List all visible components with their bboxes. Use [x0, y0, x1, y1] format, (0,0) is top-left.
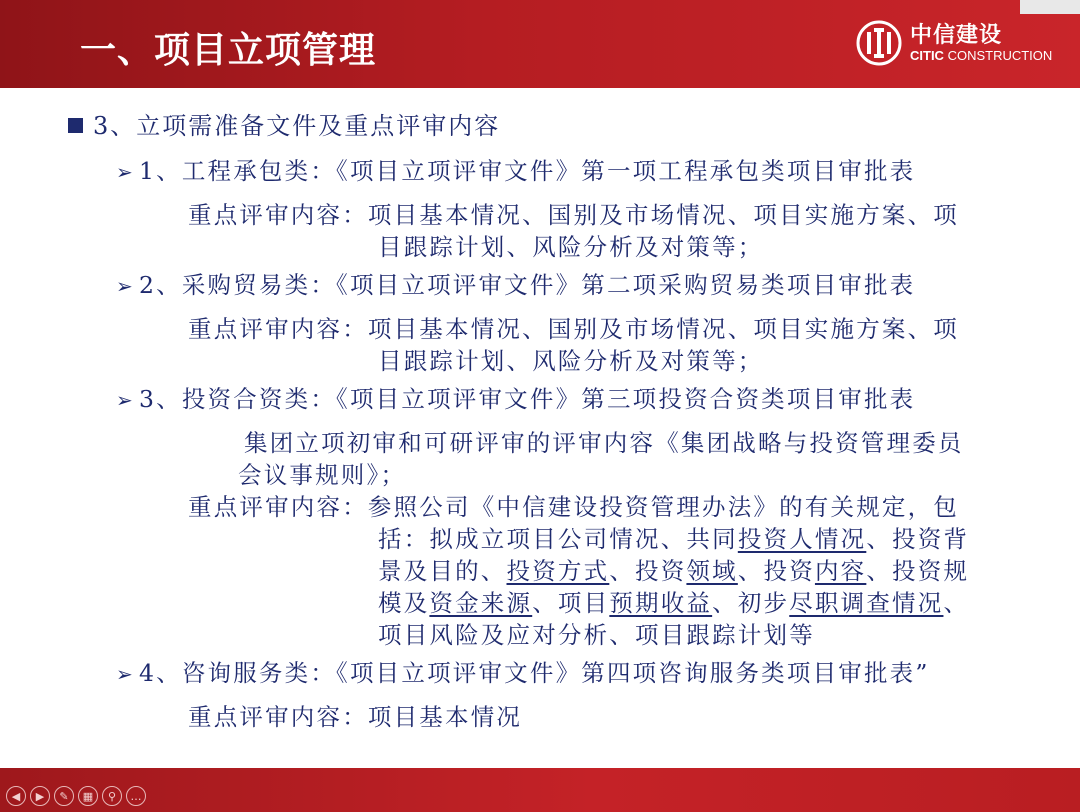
review-content: 模及资金来源、项目预期收益、初步尽职调查情况、: [378, 589, 970, 617]
arrow-bullet-icon: ➢: [116, 160, 135, 184]
arrow-bullet-icon: ➢: [116, 388, 135, 412]
slide-overview-button[interactable]: ▦: [78, 786, 98, 806]
item-title: ➢ 1、工程承包类：《项目立项评审文件》第一项工程承包类项目审批表: [116, 157, 916, 185]
square-bullet-icon: [68, 118, 83, 133]
pen-tool-button[interactable]: ✎: [54, 786, 74, 806]
footer-bar: [0, 768, 1080, 812]
header-bar: [0, 0, 1080, 88]
note-text: 集团立项初审和可研评审的评审内容《集团战略与投资管理委员: [244, 429, 964, 457]
review-content: 目跟踪计划、风险分析及对策等；: [378, 347, 764, 375]
citic-construction-logo: [856, 18, 1056, 74]
item-title: ➢ 4、咨询服务类：《项目立项评审文件》第四项咨询服务类项目审批表”: [116, 659, 930, 687]
more-options-button[interactable]: …: [126, 786, 146, 806]
review-content: 重点评审内容：参照公司《中信建设投资管理办法》的有关规定，包: [188, 493, 959, 521]
slide-nav-controls: [6, 786, 146, 806]
arrow-bullet-icon: ➢: [116, 662, 135, 686]
item-title: ➢ 3、投资合资类：《项目立项评审文件》第三项投资合资类项目审批表: [116, 385, 916, 413]
review-content: 项目风险及应对分析、项目跟踪计划等: [378, 621, 815, 649]
logo-chinese-text: 中信建设: [910, 23, 1003, 48]
citic-emblem-icon: [856, 20, 902, 66]
next-slide-button[interactable]: ▶: [30, 786, 50, 806]
arrow-bullet-icon: ➢: [116, 274, 135, 298]
zoom-button[interactable]: ⚲: [102, 786, 122, 806]
review-content: 括：拟成立项目公司情况、共同投资人情况、投资背: [378, 525, 970, 553]
item-title: ➢ 2、采购贸易类：《项目立项评审文件》第二项采购贸易类项目审批表: [116, 271, 916, 299]
review-content: 重点评审内容：项目基本情况: [188, 703, 523, 731]
note-text: 会议事规则》；: [238, 461, 407, 489]
logo-english-text: CITIC CONSTRUCTION: [910, 48, 1053, 63]
header-corner: [1020, 0, 1080, 14]
review-content: 目跟踪计划、风险分析及对策等；: [378, 233, 764, 261]
review-content: 重点评审内容：项目基本情况、国别及市场情况、项目实施方案、项: [188, 315, 959, 343]
page-title: 一、项目立项管理: [80, 30, 377, 71]
previous-slide-button[interactable]: ◀: [6, 786, 26, 806]
section-heading: 3、立项需准备文件及重点评审内容: [68, 106, 500, 141]
review-content: 景及目的、投资方式、投资领域、投资内容、投资规: [378, 557, 970, 585]
review-content: 重点评审内容：项目基本情况、国别及市场情况、项目实施方案、项: [188, 201, 959, 229]
